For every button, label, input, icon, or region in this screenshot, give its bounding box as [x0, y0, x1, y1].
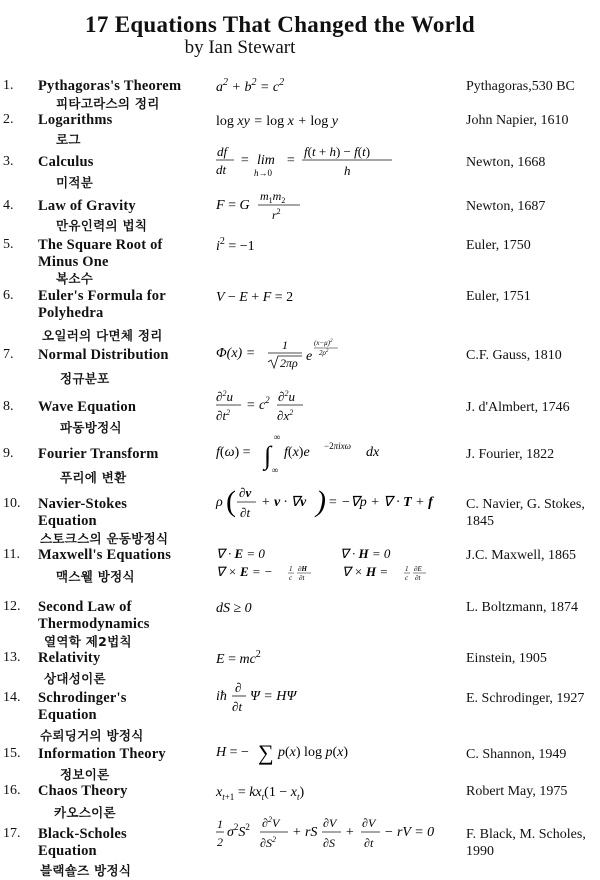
korean-name: 복소수 — [56, 271, 94, 286]
row-number: 7. — [3, 347, 14, 362]
equation-formula — [216, 678, 461, 722]
equation-name: Information Theory — [38, 746, 166, 762]
korean-name: 열역학 제2법칙 — [44, 634, 132, 649]
equation-name: Pythagoras's Theorem — [38, 78, 182, 94]
svg-text:=: = — [240, 153, 250, 168]
svg-text:∂x2: $\partial x^2$ — [277, 408, 294, 423]
equation-formula — [216, 814, 461, 858]
korean-name: 피타고라스의 정리 — [56, 96, 160, 111]
equation-formula — [216, 235, 461, 279]
row-number: 2. — [3, 112, 14, 127]
korean-name: 푸리에 변환 — [60, 470, 127, 485]
svg-text:f(x)e: f(x)e — [284, 445, 310, 460]
attribution: J. d'Almbert, 1746 — [466, 400, 570, 415]
row-number: 8. — [3, 399, 14, 414]
row-number: 12. — [3, 599, 21, 614]
korean-name: 파동방정식 — [60, 420, 122, 435]
svg-text:∑: ∑ — [258, 740, 274, 765]
svg-text:iħ: iħ — [216, 689, 227, 704]
korean-name: 스토크스의 운동방정식 — [40, 531, 169, 546]
row-number: 10. — [3, 496, 21, 511]
svg-text:a2 + b2 = c2: $a^2 + b^2 = c^2$ — [216, 77, 285, 95]
svg-text:c: c — [405, 574, 409, 582]
korean-name: 로그 — [56, 132, 81, 147]
svg-text:r2: $r^2$ — [272, 207, 281, 222]
korean-name: 슈뢰딩거의 방정식 — [40, 728, 144, 743]
attribution: Einstein, 1905 — [466, 651, 547, 666]
row-number: 3. — [3, 154, 14, 169]
attribution: C.F. Gauss, 1810 — [466, 348, 562, 363]
svg-text:+: + — [345, 825, 355, 840]
svg-text:+ v · ∇v: + v · ∇v — [261, 495, 307, 510]
svg-text:=: = — [286, 153, 296, 168]
svg-text:2πρ: 2πρ — [280, 356, 298, 370]
svg-text:∇ · H = 0: ∇ · H = 0 — [340, 546, 391, 561]
attribution: Pythagoras,530 BC — [466, 79, 575, 94]
equation-name: Euler's Formula for Polyhedra — [38, 288, 166, 321]
korean-name: 블랙숄즈 방정식 — [40, 863, 132, 878]
svg-text:∇ × E = −: ∇ × E = − — [216, 564, 273, 579]
svg-text:∞: ∞ — [274, 432, 281, 442]
svg-text:= c2: = $c^2$ — [246, 395, 270, 413]
attribution: E. Schrodinger, 1927 — [466, 691, 585, 706]
svg-text:F = G: F = G — [216, 198, 250, 213]
svg-text:1: 1 — [405, 565, 409, 573]
attribution: F. Black, M. Scholes, 1990 — [466, 827, 586, 859]
svg-text:∂E: ∂E — [414, 565, 422, 573]
svg-text:∂t: ∂t — [415, 574, 421, 582]
attribution: Euler, 1751 — [466, 289, 531, 304]
svg-text:∂v: ∂v — [239, 485, 252, 500]
row-number: 5. — [3, 237, 14, 252]
svg-text:−2πixω: −2πixω — [324, 441, 351, 451]
row-number: 13. — [3, 650, 21, 665]
attribution: J.C. Maxwell, 1865 — [466, 548, 577, 563]
svg-text:ρ: ρ — [216, 495, 223, 510]
svg-text:∂V: ∂V — [323, 816, 337, 830]
svg-text:Φ(x) =: Φ(x) = — [216, 346, 256, 361]
row-number: 1. — [3, 78, 14, 93]
korean-name: 정보이론 — [60, 767, 110, 782]
svg-text:1: 1 — [282, 338, 288, 352]
korean-name: 상대성이론 — [44, 671, 106, 686]
svg-text:i2 = −1: $i^2 = -1$ — [216, 236, 255, 254]
svg-text:): ) — [316, 485, 326, 518]
svg-text:∂2V: ∂$^2$V — [262, 815, 280, 830]
row-number: 4. — [3, 198, 14, 213]
equation-formula — [216, 387, 461, 431]
equation-formula — [216, 738, 461, 782]
equation-formula — [216, 597, 461, 641]
svg-text:(x−μ)2: $(x-\mu)^2$ — [314, 339, 333, 347]
equation-formula — [216, 335, 461, 379]
equation-name: Calculus — [38, 154, 94, 170]
svg-text:∂2u: ∂$^2$u — [216, 389, 233, 404]
attribution: John Napier, 1610 — [466, 113, 569, 128]
svg-text:∂: ∂ — [235, 680, 242, 695]
svg-text:V − E + F = 2: V − E + F = 2 — [216, 290, 294, 305]
svg-text:σ2S2: $\sigma^2S^2$ — [227, 822, 250, 840]
svg-text:+ rS: + rS — [292, 825, 318, 840]
svg-text:E = mc2: $E = mc^2$ — [216, 649, 261, 667]
svg-text:∂S2: $\partial S^2$ — [260, 835, 276, 850]
equation-name: Normal Distribution — [38, 347, 169, 363]
svg-text:1: 1 — [289, 565, 293, 573]
svg-text:∇ × H =: ∇ × H = — [342, 564, 389, 579]
attribution: C. Navier, G. Stokes, 1845 — [466, 497, 585, 529]
page-title: 17 Equations That Changed the World — [85, 12, 475, 37]
svg-text:df: df — [217, 144, 228, 159]
korean-name: 맥스웰 방정식 — [56, 569, 135, 584]
svg-text:∂S: ∂S — [323, 836, 335, 850]
equation-formula — [216, 286, 461, 330]
row-number: 15. — [3, 746, 21, 761]
svg-text:f(ω) =: f(ω) = — [216, 445, 251, 460]
svg-text:(: ( — [226, 485, 236, 518]
svg-text:h: h — [344, 163, 351, 178]
equation-name: Navier-Stokes Equation — [38, 496, 128, 529]
equation-name: Law of Gravity — [38, 198, 136, 214]
svg-text:− rV = 0: − rV = 0 — [384, 825, 435, 840]
equation-name: Black-Scholes Equation — [38, 826, 127, 859]
svg-text:f(t + h) − f(t): f(t + h) − f(t) — [304, 144, 371, 159]
svg-text:H = −: H = − — [216, 745, 249, 760]
attribution: Robert May, 1975 — [466, 784, 568, 799]
svg-text:dx: dx — [366, 445, 380, 460]
svg-text:∂t: ∂t — [240, 505, 251, 520]
svg-text:1: 1 — [217, 817, 223, 831]
row-number: 6. — [3, 288, 14, 303]
equation-formula — [216, 434, 461, 478]
svg-text:∂t2: $\partial t^2$ — [216, 408, 231, 423]
svg-text:∂t: ∂t — [364, 836, 374, 850]
korean-name: 카오스이론 — [54, 805, 116, 820]
row-number: 17. — [3, 826, 21, 841]
svg-text:∂H: ∂H — [298, 565, 307, 573]
equation-name: Fourier Transform — [38, 446, 159, 462]
attribution: J. Fourier, 1822 — [466, 447, 555, 462]
page-subtitle: by Ian Stewart — [184, 37, 296, 58]
svg-text:xt+1 = kxt(1 − xt): $x_{t+1} = kx_t(1 - x_t)$ — [216, 785, 305, 802]
equation-name: Second Law of Thermodynamics — [38, 599, 150, 632]
attribution: Newton, 1668 — [466, 155, 546, 170]
svg-text:log xy = log x + log y: log xy = log x + log y — [216, 114, 338, 129]
row-number: 9. — [3, 446, 14, 461]
equation-name: Chaos Theory — [38, 783, 128, 799]
svg-text:p(x) log p(x): p(x) log p(x) — [278, 745, 349, 760]
svg-text:lim: lim — [257, 153, 275, 168]
equation-name: Relativity — [38, 650, 101, 666]
equation-formula — [216, 484, 461, 528]
svg-text:∂t: ∂t — [299, 574, 305, 582]
korean-name: 오일러의 다면체 정리 — [42, 328, 163, 343]
korean-name: 만유인력의 법칙 — [56, 218, 148, 233]
svg-text:e: e — [306, 349, 313, 364]
attribution: Euler, 1750 — [466, 238, 531, 253]
equation-formula — [216, 190, 461, 234]
svg-text:2: 2 — [217, 835, 223, 849]
equation-name: The Square Root of Minus One — [38, 237, 163, 270]
row-number: 16. — [3, 783, 21, 798]
svg-text:Ψ = HΨ: Ψ = HΨ — [250, 689, 297, 704]
svg-text:h→0: h→0 — [254, 168, 272, 178]
svg-text:∂2u: ∂$^2$u — [278, 389, 295, 404]
svg-text:∂V: ∂V — [362, 816, 376, 830]
svg-text:c: c — [289, 574, 293, 582]
korean-name: 미적분 — [56, 175, 94, 190]
svg-text:= −∇p + ∇ · T + f: = −∇p + ∇ · T + f — [328, 495, 433, 510]
equation-name: Logarithms — [38, 112, 113, 128]
attribution: Newton, 1687 — [466, 199, 546, 214]
svg-text:2ρ2: $2\rho^2$ — [319, 349, 329, 357]
attribution: C. Shannon, 1949 — [466, 747, 567, 762]
equation-formula — [216, 545, 461, 589]
svg-text:dt: dt — [216, 162, 227, 177]
svg-text:dS ≥ 0: dS ≥ 0 — [216, 601, 252, 616]
attribution: L. Boltzmann, 1874 — [466, 600, 578, 615]
equation-name: Schrodinger's Equation — [38, 690, 127, 723]
svg-text:m1m2: $m_1m_2$ — [260, 189, 286, 205]
row-number: 14. — [3, 690, 21, 705]
svg-text:∞: ∞ — [272, 465, 279, 475]
korean-name: 정규분포 — [60, 371, 110, 386]
equation-name: Wave Equation — [38, 399, 137, 415]
svg-text:∂t: ∂t — [232, 699, 243, 714]
svg-text:∫: ∫ — [264, 441, 272, 470]
row-number: 11. — [3, 547, 20, 562]
svg-text:∇ · E = 0: ∇ · E = 0 — [216, 546, 265, 561]
equation-formula — [216, 142, 461, 186]
equation-name: Maxwell's Equations — [38, 547, 172, 563]
